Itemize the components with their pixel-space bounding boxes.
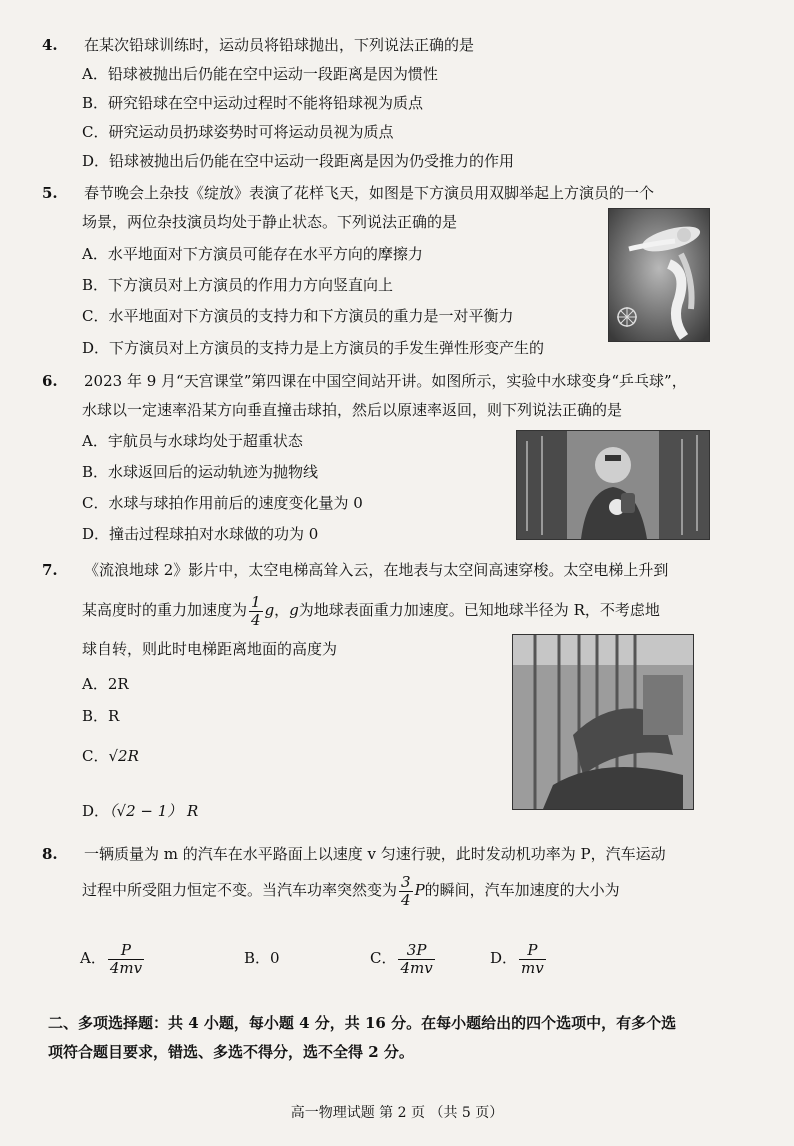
q6-option-c: C．水球与球拍作用前后的速度变化量为 0 — [82, 494, 363, 512]
q7-stem-line2 — [82, 592, 660, 629]
fraction-three-quarters: $\frac{3}{4}$ — [401, 872, 411, 909]
q4-number: 4. — [42, 36, 58, 54]
q4-option-b: B．研究铅球在空中运动过程时不能将铅球视为质点 — [82, 94, 424, 112]
q7-option-b: B．R — [82, 707, 120, 725]
q7-option-c: C．√2R — [82, 747, 139, 765]
q5-stem-line1: 春节晚会上杂技《绽放》表演了花样飞天，如图是下方演员用双脚举起上方演员的一个 — [84, 184, 655, 202]
q6-option-d: D．撞击过程球拍对水球做的功为 0 — [82, 525, 319, 543]
q4-option-c: C．研究运动员扔球姿势时可将运动员视为质点 — [82, 123, 394, 141]
q6-option-a: A．宇航员与水球均处于超重状态 — [82, 432, 303, 450]
q6-stem-line2: 水球以一定速率沿某方向垂直撞击球拍，然后以原速率返回，则下列说法正确的是 — [82, 401, 623, 419]
section-2-header-line1: 二、多项选择题：共 4 小题，每小题 4 分，共 16 分。在每小题给出的四个选项中，有多个选 — [48, 1014, 677, 1032]
page-footer: 高一物理试题 第 2 页 （共 5 页） — [290, 1105, 504, 1121]
q5-number: 5. — [42, 184, 58, 202]
q7-stem-line2-part1: 某高度时的重力加速度为 — [82, 601, 248, 619]
sqrt2-r: √2R — [108, 747, 139, 765]
section-2-header-line2: 项符合题目要求，错选、多选不得分，选不全得 2 分。 — [48, 1043, 414, 1061]
symbol-p: P — [414, 881, 425, 899]
q8-stem-line2-part2: 的瞬间，汽车加速度的大小为 — [424, 881, 620, 899]
q8-option-b: B．0 — [244, 949, 280, 967]
q5-stem-line2: 场景，两位杂技演员均处于静止状态。下列说法正确的是 — [82, 213, 458, 231]
symbol-g: g — [264, 601, 275, 619]
q8-number: 8. — [42, 845, 58, 863]
q4-option-d: D．铅球被抛出后仍能在空中运动一段距离是因为仍受推力的作用 — [82, 152, 515, 170]
q7-stem-line3: 球自转，则此时电梯距离地面的高度为 — [82, 640, 338, 658]
q8-option-c: C． $\frac{3P}{4mv}$ — [370, 940, 433, 977]
q7-option-d: D．（√2 − 1） R — [82, 802, 199, 820]
q8-option-a: A． $\frac{P}{4mv}$ — [80, 940, 143, 977]
sqrt2-minus-1-r: （√2 − 1） R — [109, 802, 199, 820]
q4-stem: 在某次铅球训练时，运动员将铅球抛出，下列说法正确的是 — [84, 36, 475, 54]
space-station-photo — [516, 430, 710, 540]
q4-option-a: A．铅球被抛出后仍能在空中运动一段距离是因为惯性 — [82, 65, 438, 83]
q7-stem-line2-part2: 为地球表面重力加速度。已知地球半径为 R，不考虑地 — [298, 601, 660, 619]
q7-option-a: A．2R — [82, 675, 129, 693]
q6-option-b: B．水球返回后的运动轨迹为抛物线 — [82, 463, 319, 481]
q5-option-a: A．水平地面对下方演员可能存在水平方向的摩擦力 — [82, 245, 423, 263]
fraction-one-quarter: $\frac{1}{4}$ — [251, 592, 261, 629]
q8-option-d: D． $\frac{P}{mv}$ — [490, 940, 544, 977]
q8-stem-line2 — [82, 872, 620, 909]
q8-stem-line1: 一辆质量为 m 的汽车在水平路面上以速度 v 匀速行驶，此时发动机功率为 P，汽车运动 — [84, 845, 666, 863]
q5-option-c: C．水平地面对下方演员的支持力和下方演员的重力是一对平衡力 — [82, 307, 514, 325]
q5-option-d: D．下方演员对上方演员的支持力是上方演员的手发生弹性形变产生的 — [82, 339, 545, 357]
q6-number: 6. — [42, 372, 58, 390]
q7-number: 7. — [42, 561, 58, 579]
q6-stem-line1: 2023 年 9 月“天宫课堂”第四课在中国空间站开讲。如图所示，实验中水球变身“乒乓球”， — [84, 372, 687, 390]
q5-option-b: B．下方演员对上方演员的作用力方向竖直向上 — [82, 276, 394, 294]
separator: ， — [274, 601, 290, 619]
space-elevator-photo — [512, 634, 694, 810]
acrobat-photo — [608, 208, 710, 342]
q8-stem-line2-part1: 过程中所受阻力恒定不变。当汽车功率突然变为 — [82, 881, 398, 899]
symbol-g-2: g — [289, 601, 299, 619]
q7-stem-line1: 《流浪地球 2》影片中，太空电梯高耸入云，在地表与太空间高速穿梭。太空电梯上升到 — [84, 561, 669, 579]
